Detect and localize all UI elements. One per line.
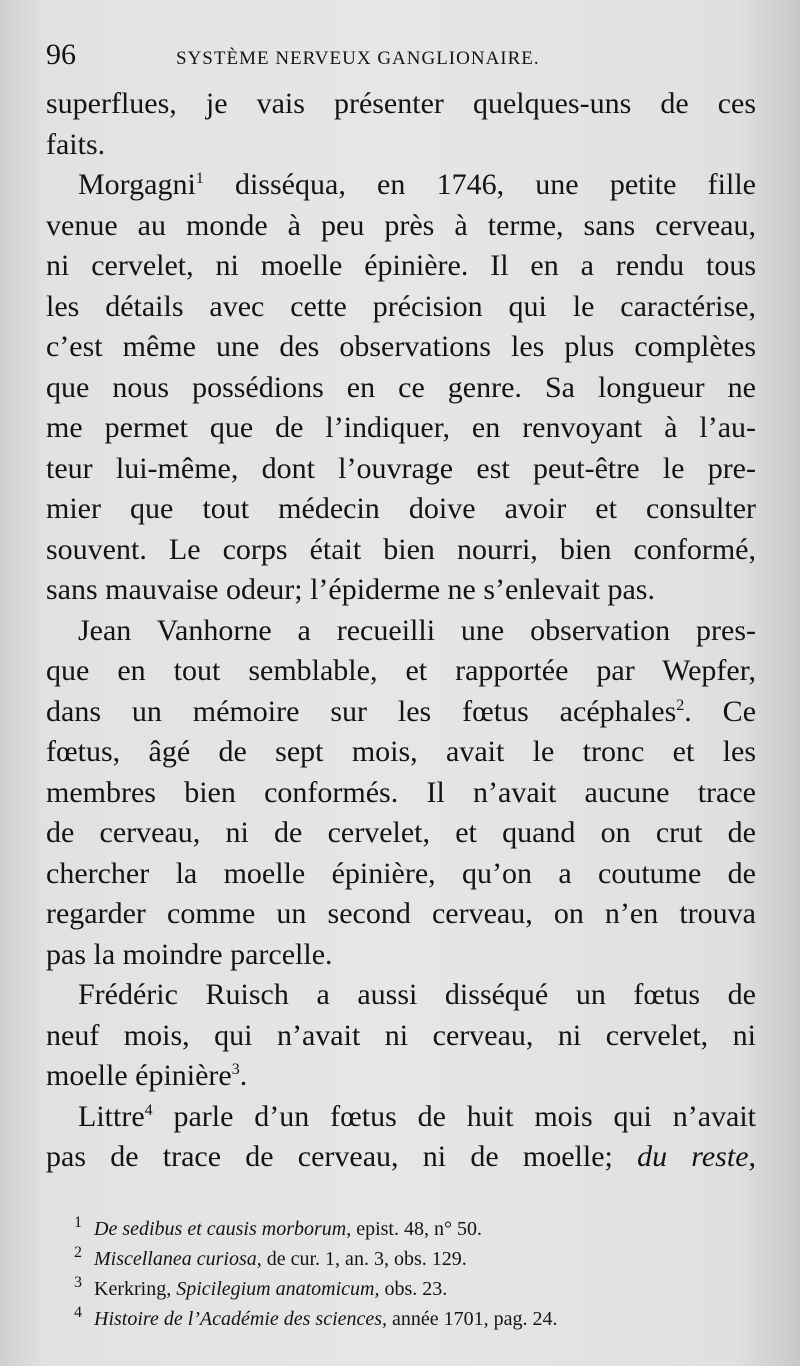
text-run: parle d’un fœtus de huit mois qui n’avait (152, 1099, 756, 1133)
text-line (46, 1137, 756, 1178)
text-line: que en tout semblable, et rapportée par Wepfer, (46, 654, 756, 687)
text-line (46, 1056, 756, 1097)
text-line: membres bien conformés. Il n’avait aucune trace (46, 775, 756, 809)
footnote-title: Histoire de l’Académie des sciences, (94, 1307, 388, 1330)
text-line (46, 692, 756, 733)
footnote-author: Kerkring, (94, 1277, 177, 1300)
footnote-ref: 2 (676, 696, 685, 714)
text-line: chercher la moelle épinière, qu’on a coutume de (46, 856, 756, 890)
footnote-text: epist. 48, n° 50. (351, 1217, 482, 1240)
footnotes (46, 1214, 756, 1334)
footnote-ref: 1 (195, 170, 204, 187)
footnote-ref: 4 (144, 1101, 153, 1119)
text-line: venue au monde à peu près à terme, sans cerveau, (46, 208, 756, 242)
footnote-title: Spicilegium anatomicum, (176, 1277, 380, 1300)
text-line: teur lui-même, dont l’ouvrage est peut-être le pre- (46, 451, 756, 485)
text-line: neuf mois, qui n’avait ni cerveau, ni cervelet, ni (46, 1018, 756, 1052)
text-line: superflues, je vais présenter quelques-uns de ces (46, 87, 756, 120)
text-run: dans un mémoire sur les fœtus acéphales (46, 694, 677, 728)
paragraph-start: Frédéric Ruisch a aussi disséqué un fœtus de (78, 978, 756, 1011)
text-line: souvent. Le corps était bien nourri, bien conformé, (46, 532, 756, 566)
footnote-text: obs. 23. (379, 1277, 448, 1300)
page-number: 96 (46, 38, 76, 71)
text-run: . Ce (684, 694, 756, 728)
text-run: . (239, 1059, 248, 1092)
text-line: sans mauvaise odeur; l’épiderme ne s’enlevait pas. (46, 573, 655, 606)
paragraph-start (46, 1097, 756, 1138)
text-run: pas de trace de cerveau, ni de moelle; (46, 1140, 638, 1173)
italic-run: du reste, (637, 1140, 756, 1173)
footnote-text: de cur. 1, an. 3, obs. 129. (261, 1247, 467, 1270)
text-line: regarder comme un second cerveau, on n’en trouva (46, 897, 756, 930)
footnote-title: De sedibus et causis morborum, (94, 1217, 352, 1240)
page-header (46, 38, 756, 82)
footnote: 1 De sedibus et causis morborum, epist. 48, n° 50. (74, 1213, 482, 1240)
text-line: fœtus, âgé de sept mois, avait le tronc et les (46, 735, 756, 768)
text-run: moelle épinière (46, 1059, 232, 1092)
text-line: me permet que de l’indiquer, en renvoyant à l’au- (46, 411, 756, 444)
footnote-ref: 3 (231, 1061, 240, 1078)
footnote-title: Miscellanea curiosa, (94, 1247, 262, 1270)
paragraph-start: Jean Vanhorne a recueilli une observation pres- (78, 613, 756, 647)
footnote: 3 Kerkring, Spicilegium anatomicum, obs. 23. (74, 1273, 448, 1300)
text-line: de cerveau, ni de cervelet, et quand on crut de (46, 816, 756, 849)
text-run: Littre (78, 1099, 145, 1133)
text-line: que nous possédions en ce genre. Sa longueur ne (46, 370, 756, 404)
footnote: 4 Histoire de l’Académie des sciences, année 1701, pag. 24. (74, 1303, 558, 1330)
footnote: 2 Miscellanea curiosa, de cur. 1, an. 3, obs. 129. (74, 1243, 467, 1270)
text-line: les détails avec cette précision qui le caractérise, (46, 289, 756, 323)
text-line: faits. (46, 127, 106, 161)
text-line: ni cervelet, ni moelle épinière. Il en a rendu tous (46, 249, 756, 282)
text-line: c’est même une des observations les plus complètes (46, 330, 756, 363)
footnote-text: année 1701, pag. 24. (387, 1307, 558, 1330)
text-run: disséqua, en 1746, une petite fille (203, 168, 756, 201)
text-line: pas la moindre parcelle. (46, 937, 333, 971)
paragraph-start (46, 165, 756, 206)
text-run: Morgagni (78, 168, 196, 201)
text-line: mier que tout médecin doive avoir et consulter (46, 492, 756, 525)
running-head: SYSTÈME NERVEUX GANGLIONAIRE. (176, 48, 540, 69)
body-text (46, 84, 756, 1178)
